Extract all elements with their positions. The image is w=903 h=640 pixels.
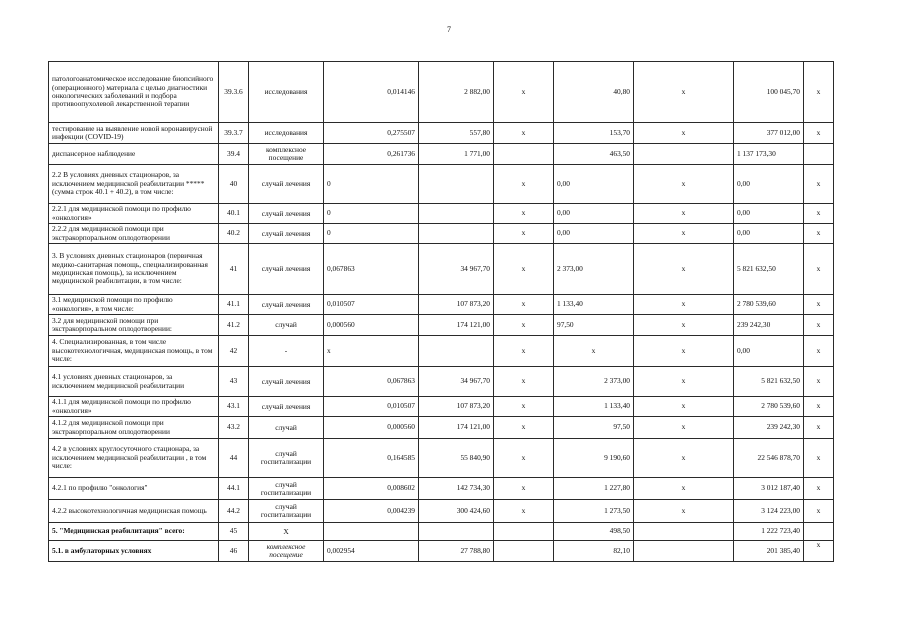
row-unit: случай лечения bbox=[249, 397, 324, 417]
row-col10: х bbox=[804, 417, 834, 439]
row-cost: 27 788,80 bbox=[419, 541, 494, 562]
row-cost: 34 967,70 bbox=[419, 244, 494, 295]
row-name: 2.2.1 для медицинской помощи по профилю «онкология» bbox=[49, 204, 219, 224]
row-standard: х bbox=[324, 336, 419, 367]
row-col10: х bbox=[804, 315, 834, 336]
row-code: 40 bbox=[219, 165, 249, 204]
row-per-capita: 1 227,80 bbox=[554, 478, 634, 500]
row-cost bbox=[419, 336, 494, 367]
table-row bbox=[49, 224, 834, 244]
row-cost: 300 424,60 bbox=[419, 500, 494, 523]
row-name: патологоанатомическое исследование биопсийного (операционного) материала с целью диагностики онкологических заболеваний и подбора противоопухолевой лекарственной терапии bbox=[49, 62, 219, 123]
row-per-capita: 2 373,00 bbox=[554, 367, 634, 397]
row-cost: 34 967,70 bbox=[419, 367, 494, 397]
row-total: 0,00 bbox=[734, 204, 804, 224]
row-code: 41.1 bbox=[219, 295, 249, 315]
row-col6: х bbox=[494, 417, 554, 439]
row-col8: х bbox=[634, 336, 734, 367]
row-standard: 0,002954 bbox=[324, 541, 419, 562]
row-standard: 0,010507 bbox=[324, 397, 419, 417]
row-code: 44 bbox=[219, 439, 249, 478]
row-col10 bbox=[804, 523, 834, 541]
row-col6: х bbox=[494, 439, 554, 478]
row-standard: 0 bbox=[324, 165, 419, 204]
row-col10: х bbox=[804, 397, 834, 417]
row-name: тестирование на выявление новой коронавирусной инфекции (COVID-19) bbox=[49, 123, 219, 144]
row-total: 2 780 539,60 bbox=[734, 295, 804, 315]
row-name: 3.1 медицинской помощи по профилю «онкология», в том числе: bbox=[49, 295, 219, 315]
table-row bbox=[49, 478, 834, 500]
table-row bbox=[49, 541, 834, 562]
row-name: 2.2.2 для медицинской помощи при экстракорпоральном оплодотворении bbox=[49, 224, 219, 244]
row-col8: х bbox=[634, 439, 734, 478]
row-unit: случай лечения bbox=[249, 224, 324, 244]
table-row bbox=[49, 165, 834, 204]
row-col8 bbox=[634, 144, 734, 165]
row-standard: 0,010507 bbox=[324, 295, 419, 315]
row-col6: х bbox=[494, 224, 554, 244]
row-cost bbox=[419, 523, 494, 541]
row-cost bbox=[419, 165, 494, 204]
row-standard: 0 bbox=[324, 204, 419, 224]
row-per-capita: 1 133,40 bbox=[554, 295, 634, 315]
row-total: 3 124 223,00 bbox=[734, 500, 804, 523]
row-name: 4.2.1 по профилю "онкология" bbox=[49, 478, 219, 500]
row-col8: х bbox=[634, 315, 734, 336]
row-col8: х bbox=[634, 397, 734, 417]
row-cost bbox=[419, 224, 494, 244]
row-cost: 174 121,00 bbox=[419, 315, 494, 336]
row-standard: 0,067863 bbox=[324, 367, 419, 397]
row-col8: х bbox=[634, 500, 734, 523]
row-per-capita: 9 190,60 bbox=[554, 439, 634, 478]
row-col6: х bbox=[494, 244, 554, 295]
table-row bbox=[49, 244, 834, 295]
page-number: 7 bbox=[447, 25, 451, 34]
row-col8: х bbox=[634, 224, 734, 244]
row-cost bbox=[419, 204, 494, 224]
row-total: 3 012 187,40 bbox=[734, 478, 804, 500]
row-col10: х bbox=[804, 224, 834, 244]
row-unit: случай госпитализации bbox=[249, 439, 324, 478]
row-standard: 0,164585 bbox=[324, 439, 419, 478]
row-col8: х bbox=[634, 367, 734, 397]
row-standard: 0,008602 bbox=[324, 478, 419, 500]
table-row bbox=[49, 439, 834, 478]
row-col10: х bbox=[804, 500, 834, 523]
row-code: 44.1 bbox=[219, 478, 249, 500]
row-standard: 0,067863 bbox=[324, 244, 419, 295]
row-col6: х bbox=[494, 478, 554, 500]
row-unit: случай госпитализации bbox=[249, 500, 324, 523]
row-col10: х bbox=[804, 244, 834, 295]
row-standard: 0,014146 bbox=[324, 62, 419, 123]
row-code: 41 bbox=[219, 244, 249, 295]
table-row bbox=[49, 315, 834, 336]
row-unit: случай лечения bbox=[249, 244, 324, 295]
row-total: 201 385,40 bbox=[734, 541, 804, 562]
row-col10: х bbox=[804, 123, 834, 144]
row-unit: случай лечения bbox=[249, 165, 324, 204]
table-row bbox=[49, 62, 834, 123]
row-total: 239 242,30 bbox=[734, 315, 804, 336]
row-name: 4.2 в условиях круглосуточного стационара, за исключением медицинской реабилитации , в том числе: bbox=[49, 439, 219, 478]
row-per-capita: 82,10 bbox=[554, 541, 634, 562]
row-col8 bbox=[634, 541, 734, 562]
row-standard bbox=[324, 523, 419, 541]
row-cost: 557,80 bbox=[419, 123, 494, 144]
row-col6: х bbox=[494, 336, 554, 367]
row-name: 4. Специализированная, в том числе высокотехнологичная, медицинская помощь, в том числе: bbox=[49, 336, 219, 367]
row-code: 46 bbox=[219, 541, 249, 562]
row-col6: х bbox=[494, 62, 554, 123]
row-col6: х bbox=[494, 123, 554, 144]
row-per-capita: 0,00 bbox=[554, 165, 634, 204]
row-col10: х bbox=[804, 295, 834, 315]
row-name: 3.2 для медицинской помощи при экстракорпоральном оплодотворении: bbox=[49, 315, 219, 336]
row-unit: исследования bbox=[249, 123, 324, 144]
row-col10: х bbox=[804, 165, 834, 204]
row-col8: х bbox=[634, 295, 734, 315]
table-row bbox=[49, 295, 834, 315]
row-col8: х bbox=[634, 165, 734, 204]
row-code: 39.3.6 bbox=[219, 62, 249, 123]
row-col6: х bbox=[494, 367, 554, 397]
row-name: 4.2.2 высокотехнологичная медицинская помощь bbox=[49, 500, 219, 523]
table-row bbox=[49, 397, 834, 417]
row-total: 5 821 632,50 bbox=[734, 367, 804, 397]
row-name: 5. "Медицинская реабилитация" всего: bbox=[49, 523, 219, 541]
row-standard: 0,000560 bbox=[324, 417, 419, 439]
row-col6 bbox=[494, 144, 554, 165]
row-cost: 174 121,00 bbox=[419, 417, 494, 439]
row-col8: х bbox=[634, 123, 734, 144]
row-code: 39.3.7 bbox=[219, 123, 249, 144]
row-unit: - bbox=[249, 336, 324, 367]
row-unit: случай bbox=[249, 315, 324, 336]
row-total: 22 546 878,70 bbox=[734, 439, 804, 478]
row-col8: х bbox=[634, 62, 734, 123]
row-code: 40.1 bbox=[219, 204, 249, 224]
row-code: 39.4 bbox=[219, 144, 249, 165]
row-col6: х bbox=[494, 397, 554, 417]
row-code: 42 bbox=[219, 336, 249, 367]
row-per-capita: 97,50 bbox=[554, 315, 634, 336]
row-cost: 142 734,30 bbox=[419, 478, 494, 500]
row-standard: 0,000560 bbox=[324, 315, 419, 336]
tariff-table bbox=[48, 61, 834, 562]
row-standard: 0 bbox=[324, 224, 419, 244]
row-per-capita: 1 273,50 bbox=[554, 500, 634, 523]
row-unit: случай госпитализации bbox=[249, 478, 324, 500]
row-col10: х bbox=[804, 541, 834, 562]
row-col8: х bbox=[634, 244, 734, 295]
row-per-capita: 1 133,40 bbox=[554, 397, 634, 417]
row-per-capita: 0,00 bbox=[554, 224, 634, 244]
row-name: 4.1.2 для медицинской помощи при экстракорпоральном оплодотворении bbox=[49, 417, 219, 439]
row-per-capita: 153,70 bbox=[554, 123, 634, 144]
row-code: 43.1 bbox=[219, 397, 249, 417]
row-col10 bbox=[804, 144, 834, 165]
row-standard: 0,261736 bbox=[324, 144, 419, 165]
row-name: 4.1 условиях дневных стационаров, за исключением медицинской реабилитации bbox=[49, 367, 219, 397]
table-row bbox=[49, 417, 834, 439]
row-unit: случай bbox=[249, 417, 324, 439]
row-unit: комплексное посещение bbox=[249, 541, 324, 562]
row-col8 bbox=[634, 523, 734, 541]
row-total: 377 012,00 bbox=[734, 123, 804, 144]
row-unit: Х bbox=[249, 523, 324, 541]
row-total: 0,00 bbox=[734, 224, 804, 244]
row-unit: случай лечения bbox=[249, 204, 324, 224]
row-total: 0,00 bbox=[734, 165, 804, 204]
row-cost: 1 771,00 bbox=[419, 144, 494, 165]
row-cost: 2 882,00 bbox=[419, 62, 494, 123]
row-col10: х bbox=[804, 204, 834, 224]
row-col10: х bbox=[804, 439, 834, 478]
row-name: 5.1. в амбулаторных условиях bbox=[49, 541, 219, 562]
row-col6: х bbox=[494, 165, 554, 204]
row-name: 3. В условиях дневных стационаров (первичная медико-санитарная помощь, специализированная медицинская помощь), за исключением медицинской реабилитации, в том числе: bbox=[49, 244, 219, 295]
row-unit: исследования bbox=[249, 62, 324, 123]
row-name: диспансерное наблюдение bbox=[49, 144, 219, 165]
row-cost: 107 873,20 bbox=[419, 295, 494, 315]
row-total: 100 045,70 bbox=[734, 62, 804, 123]
row-col6: х bbox=[494, 204, 554, 224]
row-code: 40.2 bbox=[219, 224, 249, 244]
row-total: 239 242,30 bbox=[734, 417, 804, 439]
row-code: 41.2 bbox=[219, 315, 249, 336]
table-row bbox=[49, 336, 834, 367]
row-code: 45 bbox=[219, 523, 249, 541]
row-per-capita: 463,50 bbox=[554, 144, 634, 165]
row-col8: х bbox=[634, 478, 734, 500]
row-total: 1 222 723,40 bbox=[734, 523, 804, 541]
row-name: 4.1.1 для медицинской помощи по профилю «онкология» bbox=[49, 397, 219, 417]
row-col6: х bbox=[494, 295, 554, 315]
table-row bbox=[49, 523, 834, 541]
row-code: 43.2 bbox=[219, 417, 249, 439]
row-per-capita: 2 373,00 bbox=[554, 244, 634, 295]
row-total: 0,00 bbox=[734, 336, 804, 367]
row-per-capita: 0,00 bbox=[554, 204, 634, 224]
row-col6 bbox=[494, 523, 554, 541]
row-col6 bbox=[494, 541, 554, 562]
table-row bbox=[49, 123, 834, 144]
row-total: 5 821 632,50 bbox=[734, 244, 804, 295]
row-cost: 107 873,20 bbox=[419, 397, 494, 417]
row-col8: х bbox=[634, 204, 734, 224]
table-row bbox=[49, 144, 834, 165]
table-row bbox=[49, 204, 834, 224]
row-per-capita: х bbox=[554, 336, 634, 367]
row-col10: х bbox=[804, 367, 834, 397]
table-row bbox=[49, 500, 834, 523]
table-row bbox=[49, 367, 834, 397]
row-col6: х bbox=[494, 500, 554, 523]
row-unit: случай лечения bbox=[249, 367, 324, 397]
row-col10: х bbox=[804, 478, 834, 500]
row-per-capita: 40,80 bbox=[554, 62, 634, 123]
row-per-capita: 97,50 bbox=[554, 417, 634, 439]
row-per-capita: 498,50 bbox=[554, 523, 634, 541]
row-code: 43 bbox=[219, 367, 249, 397]
row-total: 1 137 173,30 bbox=[734, 144, 804, 165]
row-code: 44.2 bbox=[219, 500, 249, 523]
row-standard: 0,004239 bbox=[324, 500, 419, 523]
row-col8: х bbox=[634, 417, 734, 439]
row-unit: случай лечения bbox=[249, 295, 324, 315]
row-unit: комплексное посещение bbox=[249, 144, 324, 165]
row-name: 2.2 В условиях дневных стационаров, за исключением медицинской реабилитации ***** (сумма строк 40.1 + 40.2), в том числе: bbox=[49, 165, 219, 204]
row-standard: 0,275507 bbox=[324, 123, 419, 144]
row-col10: х bbox=[804, 336, 834, 367]
row-col10: х bbox=[804, 62, 834, 123]
row-col6: х bbox=[494, 315, 554, 336]
row-cost: 55 840,90 bbox=[419, 439, 494, 478]
row-total: 2 780 539,60 bbox=[734, 397, 804, 417]
